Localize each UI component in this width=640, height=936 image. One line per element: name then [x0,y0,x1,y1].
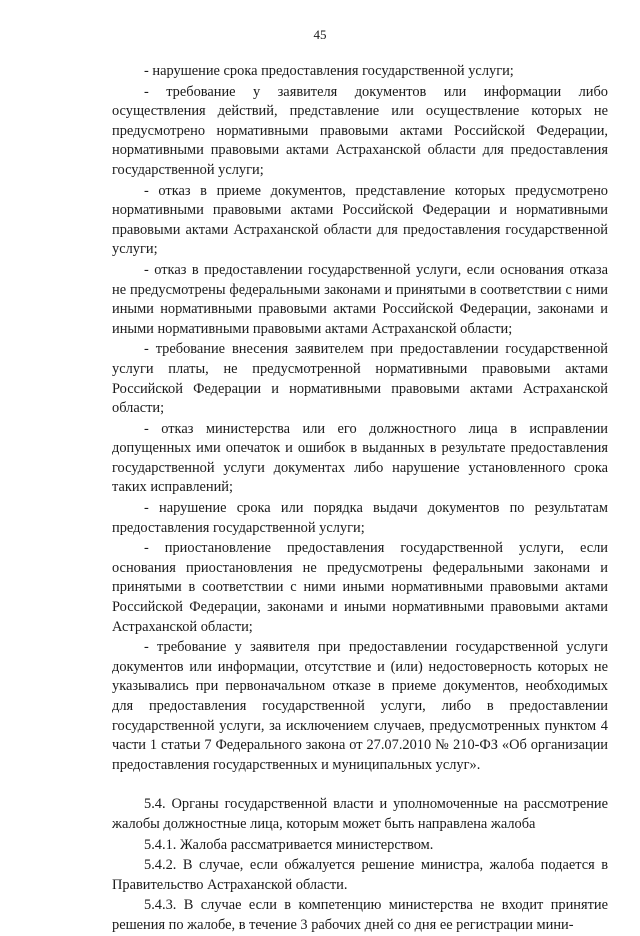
list-item-violation-of-deadline: - нарушение срока предоставления государственной услуги; [144,63,514,79]
list-item-refusal-to-correct-errors: - отказ министерства или его должностного лица в исправлении допущенных ими опечаток и ошибок в выданных в результате предоставления государственной услуги документах либо нарушение установленного срока таких исправлений; [112,420,608,496]
document-body [112,62,608,936]
list-item-issuance-violation: - нарушение срока или порядка выдачи документов по результатам предоставления государственной услуги; [112,500,608,536]
section-5-4-2: 5.4.2. В случае, если обжалуется решение министра, жалоба подается в Правительство Астраханской области. [112,857,608,893]
list-item-suspension-of-service: - приостановление предоставления государственной услуги, если основания приостановления не предусмотрены федеральными законами и принятыми в соответствии с ними иными нормативными правовыми актами Российской Федерации, законами и иными нормативными правовыми актами Астраханской области; [112,540,608,635]
section-5-4-3: 5.4.3. В случае если в компетенцию министерства не входит принятие решения по жалобе, в течение 3 рабочих дней со дня ее регистрации мини- [112,897,608,933]
list-item-fee-demand: - требование внесения заявителем при предоставлении государственной услуги платы, не предусмотренной нормативными правовыми актами Российской Федерации и нормативными правовыми актами Астраханской области; [112,341,608,417]
section-5-4-1: 5.4.1. Жалоба рассматривается министерством. [144,836,434,853]
page-number: 45 [313,27,327,42]
list-item-refusal-to-accept-documents: - отказ в приеме документов, представление которых предусмотрено нормативными правовыми актами Российской Федерации и нормативными правовыми актами Астраханской области для предоставления государственной услуги; [112,182,608,258]
list-item-excess-documents-request: - требование у заявителя документов или информации либо осуществления действий, представление или осуществление которых не предусмотрено нормативными правовыми актами Российской Федерации, нормативными правовыми актами Астраханской области для предоставления государственной услуги; [112,83,608,178]
section-5-4-heading: 5.4. Органы государственной власти и уполномоченные на рассмотрение жалобы должностные лица, которым может быть направлена жалоба [112,796,608,832]
list-item-refusal-of-service: - отказ в предоставлении государственной услуги, если основания отказа не предусмотрены федеральными законами и принятыми в соответствии с ними иными нормативными правовыми актами Российской Федерации, законами и иными нормативными правовыми актами Астраханской области; [112,261,608,337]
list-item-undisclosed-documents-request: - требование у заявителя при предоставлении государственной услуги документов или информации, отсутствие и (или) недостоверность которых не указывались при первоначальном отказе в приеме документов, необходимых для предоставления государственной услуги, либо в предоставлении государственной услуги, за исключением случаев, предусмотренных пунктом 4 части 1 статьи 7 Федерального закона от 27.07.2010 № 210-ФЗ «Об организации предоставления государственных и муниципальных услуг». [112,639,608,773]
